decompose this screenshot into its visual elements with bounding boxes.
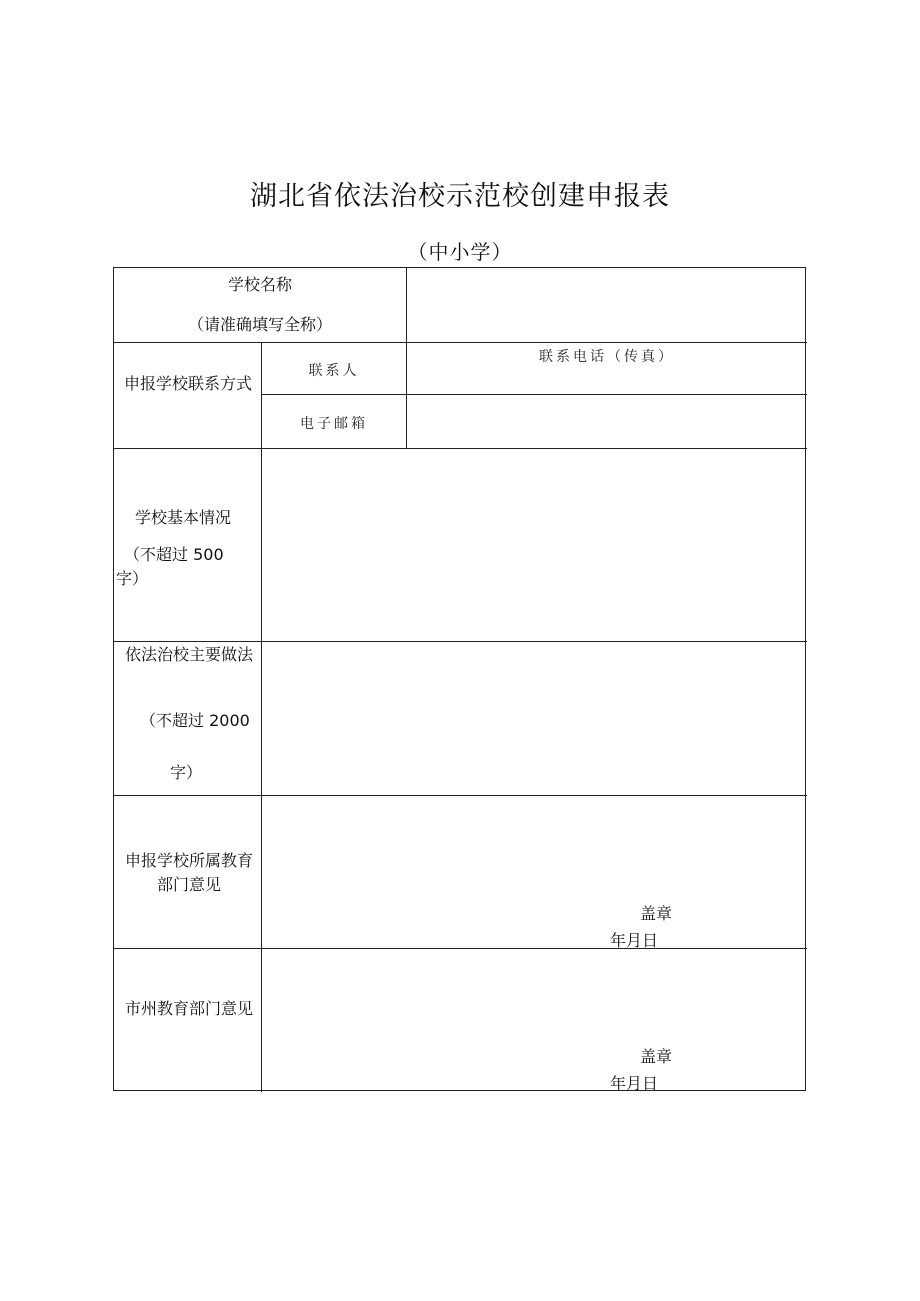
practices-limit-note-cont: 字）	[170, 763, 203, 782]
school-name-field[interactable]	[407, 269, 805, 341]
basic-info-field[interactable]	[262, 449, 805, 640]
basic-info-label: 学校基本情况	[134, 508, 231, 527]
city-seal-label: 盖章	[640, 1047, 673, 1066]
page-title: 湖北省依法治校示范校创建申报表	[250, 181, 670, 212]
contact-method-label: 申报学校联系方式	[123, 374, 252, 393]
school-name-note: （请准确填写全称）	[187, 315, 332, 334]
dept-date-label: 年月日	[610, 931, 659, 950]
practices-label: 依法治校主要做法	[124, 645, 253, 664]
dept-opinion-field[interactable]	[262, 796, 805, 947]
school-name-label: 学校名称	[227, 275, 292, 294]
dept-opinion-label: 申报学校所属教育部门意见	[124, 851, 253, 894]
practices-field[interactable]	[262, 642, 805, 794]
city-opinion-field[interactable]	[262, 949, 805, 1090]
phone-fax-label: 联系电话（传真）	[539, 349, 675, 365]
email-field[interactable]	[407, 395, 805, 447]
contact-person-label: 联系人	[308, 363, 360, 379]
basic-info-limit-note: （不超过 500	[124, 545, 224, 564]
dept-seal-label: 盖章	[640, 904, 673, 923]
email-label: 电子邮箱	[300, 416, 368, 432]
basic-info-limit-note-cont: 字）	[116, 569, 149, 588]
application-form-table	[113, 267, 806, 1091]
city-opinion-label: 市州教育部门意见	[124, 999, 253, 1018]
city-date-label: 年月日	[610, 1074, 659, 1093]
page-subtitle: （中小学）	[407, 240, 513, 264]
practices-limit-note: （不超过 2000	[140, 711, 250, 730]
row-divider	[114, 342, 807, 343]
